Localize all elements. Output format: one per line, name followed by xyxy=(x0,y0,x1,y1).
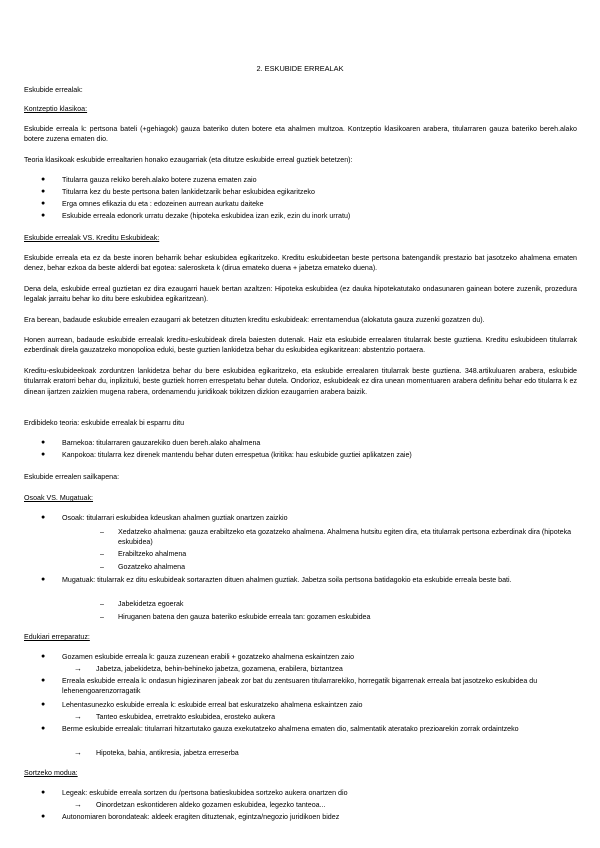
sub-list-item: → Hipoteka, bahia, antikresia, jabetza erreserba xyxy=(74,748,239,757)
list-item: ● Titularra kez du beste pertsona baten lankidetzarik behar eskubidea egikaritzeko xyxy=(41,188,315,196)
sub-list-item: – Jabekidetza egoerak xyxy=(100,600,184,608)
paragraph: Dena dela, eskubide erreal guztietan ez dira ezaugarri hauek bertan azaltzen: Hipoteka eskubidea (ez dauka hipotekatutako ondasunaren gainean botere zuzenik, prozedura legalak jarraitu behar ko ditu bere eskubidea egikaritzean). xyxy=(24,285,577,304)
list-item: ● Legeak: eskubide erreala sortzen du /pertsona batieskubidea sortzeko aukera onartzen dio xyxy=(41,789,348,797)
paragraph: Honen aurrean, badaude eskubide errealak kreditu-eskubideak direla baiesten dutenak. Haiz eta eskubide errealaren titularrak beste guztiena. Kreditu eskubideen titularrak ezberdinak direla gauzatzeko monopolioa eduki, beste guztien lankidetza behar du eskubidea egikaritzean: abstentzio portaera. xyxy=(24,336,577,355)
section-label: Eskubide errealen sailkapena: xyxy=(24,473,120,481)
bullet-icon: ● xyxy=(41,188,46,195)
list-item: ● Mugatuak: titularrak ez ditu eskubideak sortarazten dituen ahalmen guztiak. Jabetza soila pertsona batidagokio eta eskubide erreala beste bati. xyxy=(41,576,512,584)
dash-icon: – xyxy=(100,563,104,571)
page-title: 2. ESKUBIDE ERREALAK xyxy=(256,64,344,73)
bullet-icon: ● xyxy=(41,200,46,207)
list-item: ● Erreala eskubide erreala k: ondasun higiezinaren jabeak zor bat du zentsuaren titularrarekiko, horregatik bigarrenak erreala bat jasotzeko eskubidea du lehenengoarenzorragatik xyxy=(41,677,538,696)
paragraph: Eskubide erreala k: pertsona bateli (+gehiagok) gauza bateriko duten botere eta ahalmen multzoa. Kontzeptio klasikoaren arabera, titularraren gauza bateriko bereh.alako botere zuzena ematen dio. xyxy=(24,125,577,144)
paragraph: Eskubide erreala eta ez da beste inoren beharrik behar eskubidea egikaritzeko. Kreditu eskubideetan beste pertsona batengandik prestazio bat jasotzeko ahalmena ematen denez, behar ezkoa da beste alderdi bat egotea: salerosketa k (dirua emateko duena + jabetza emateko duena). xyxy=(24,254,577,273)
list-item: ● Gozamen eskubide erreala k: gauza zuzenean erabili + gozatzeko ahalmena eskaintzen zaio xyxy=(41,653,355,661)
bullet-icon: ● xyxy=(41,701,46,708)
section-heading-vs-kreditu: Eskubide errealak VS. Kreditu Eskubideak: xyxy=(24,234,160,242)
sub-list-item: → Jabetza, jabekidetza, behin-behineko jabetza, gozamena, erabilera, biztantzea xyxy=(74,664,343,673)
bullet-icon: ● xyxy=(41,677,46,684)
bullet-icon: ● xyxy=(41,813,46,820)
bullet-icon: ● xyxy=(41,451,46,458)
list-item: ● Barnekoa: titularraren gauzarekiko duen bereh.alako ahalmena xyxy=(41,439,261,447)
sub-list-item: → Tanteo eskubidea, erretrakto eskubidea, erosteko aukera xyxy=(74,712,276,721)
list-item: ● Lehentasunezko eskubide erreala k: eskubide erreal bat eskuratzeko ahalmena eskaintzen zaio xyxy=(41,701,363,709)
dash-icon: – xyxy=(100,613,104,621)
dash-icon: – xyxy=(100,600,104,608)
arrow-right-icon: → xyxy=(74,712,82,721)
bullet-icon: ● xyxy=(41,514,46,521)
arrow-right-icon: → xyxy=(74,800,82,809)
sub-list-item: – Gozatzeko ahalmena xyxy=(100,563,186,571)
sub-list-item: – Hiruganen batena den gauza bateriko eskubide erreala tan: gozamen eskubidea xyxy=(100,613,371,621)
paragraph: Era berean, badaude eskubide errealen ezaugarri ak betetzen dituzten kreditu eskubideak: errentamendua (alokatuta gauza zuzenki gozatzen du). xyxy=(24,316,485,324)
bullet-icon: ● xyxy=(41,725,46,732)
list-item: ● Kanpokoa: titularra kez direnek mantendu behar duten errespetua (kritika: hau eskubide guztiei aplikatzen zaie) xyxy=(41,451,412,459)
paragraph: Teoria klasikoak eskubide errealtarien honako ezaugarriak (eta ditutze eskubide erreal guztiek betetzen): xyxy=(24,156,353,164)
dash-icon: – xyxy=(100,528,104,536)
arrow-right-icon: → xyxy=(74,664,82,673)
list-item: ● Erga omnes efikazia du eta : edozeinen aurrean aurkatu daiteke xyxy=(41,200,264,208)
list-item: ● Eskubide erreala edonork urratu dezake (hipoteka eskubidea izan ezik, ezin du inork urratu) xyxy=(41,212,351,220)
bullet-icon: ● xyxy=(41,653,46,660)
paragraph: Kreditu-eskubideekoak zorduntzen lankidetza behar du bere eskubidea egikaritzeko, eta eskubide errealaren titularrak beste guztiena. 348.artikuluaren arabera, eskubide titularrak eratorri behar du, inplizituki, beste guztiek horren errespetatu behar dutela. Ondorioz, eskubideak ez dira unean momentuaren arabera definitu behar edo titularra k ez dinean ijartzen zaizkien mugena rabera, ordenamendu juridikoak txikitzen dizkion ezaugarrien arabera baizik. xyxy=(24,367,577,396)
list-item: ● Autonomiaren borondateak: aldeek eragiten dituztenak, egintza/negozio juridikoen bidez xyxy=(41,813,340,821)
section-heading-osoak: Osoak VS. Mugatuak: xyxy=(24,494,94,502)
bullet-icon: ● xyxy=(41,439,46,446)
arrow-right-icon: → xyxy=(74,748,82,757)
sub-list-item: → Oinordetzan eskontideren aldeko gozamen eskubidea, legezko tanteoa... xyxy=(74,800,326,809)
sub-list-item: – Erabiltzeko ahalmena xyxy=(100,550,187,558)
list-item: ● Titularra gauza rekiko bereh.alako botere zuzena ematen zaio xyxy=(41,176,257,184)
section-heading-sortzeko: Sortzeko modua: xyxy=(24,769,78,777)
sub-list-item: – Xedatzeko ahalmena: gauza erabiltzeko eta gozatzeko ahalmena. Ahalmena hutsitu egiten dira, eta titularrak pertsona ezberdinak dira (hipoteka eskubidea) xyxy=(100,528,572,547)
intro-label: Eskubide errealak: xyxy=(24,86,83,94)
bullet-icon: ● xyxy=(41,212,46,219)
section-heading-edukiari: Edukiari erreparatuz: xyxy=(24,633,90,641)
bullet-icon: ● xyxy=(41,576,46,583)
paragraph: Erdibideko teoria: eskubide errealak bi esparru ditu xyxy=(24,419,185,427)
bullet-icon: ● xyxy=(41,789,46,796)
section-heading-kontzeptio: Kontzeptio klasikoa: xyxy=(24,105,88,113)
dash-icon: – xyxy=(100,550,104,558)
list-item: ● Berme eskubide errealak: titularrari hitzartutako gauza exekutatzeko ahalmena ematen dio, salmentatik ateratako prezioarekin zorrak ordaintzeko xyxy=(41,725,519,733)
bullet-icon: ● xyxy=(41,176,46,183)
list-item: ● Osoak: titularrari eskubidea kdeuskan ahalmen guztiak onartzen zaizkio xyxy=(41,514,288,522)
